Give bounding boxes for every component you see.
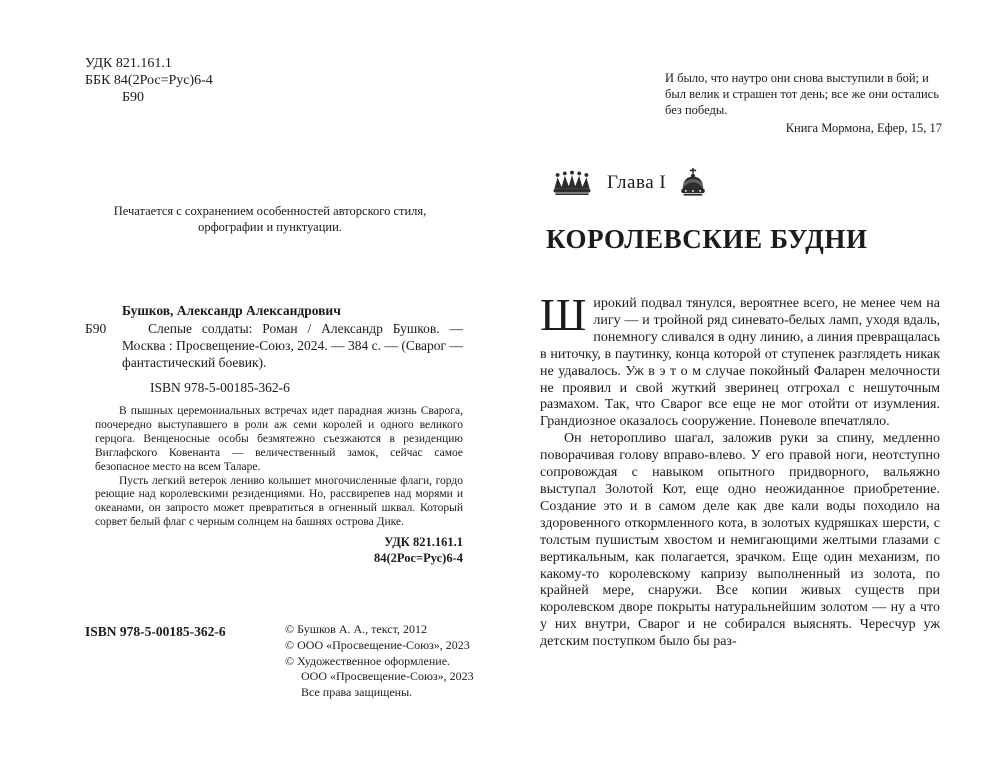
copyright-line: © Художественное оформление. [285,653,451,668]
copyright-line: © Бушков А. А., текст, 2012 [285,622,427,636]
udc-footer-udk: УДК 821.161.1 [384,535,463,549]
royal-crown-icon [677,168,709,198]
footer-isbn: ISBN 978-5-00185-362-6 [85,624,226,639]
annotation-paragraph-1: В пышных церемониальных встречах идет парадная жизнь Сварога, поочередно выступавшего в роли аж семи королей и одного великого герцога. Венценосные особы безмятежно съезжаются в резиденцию Виглафского Ковенанта — величественный замок, сейчас самое безопасное место на всем Таларе. [95,405,463,473]
coronet-icon [548,170,596,196]
bib-code: Б90 [85,321,107,336]
bibliographic-record [85,320,463,371]
udc-footer-block [263,534,463,566]
annotation-paragraph-2: Пусть легкий ветерок лениво колышет многочисленные флаги, гордо реющие над королевскими резиденциями. Но, рассвирепев над морями и океанами, он запросто может превратиться в огненный шквал. Который сорвет белый флаг с черным солнцем на башнях острова Дике. [95,474,463,529]
bib-citation: Слепые солдаты: Роман / Александр Бушков. — Москва : Просвещение-Союз, 2024. — 384 с. — (Сварог — фантастический боевик). [122,321,463,370]
udc-classification-block [85,55,213,106]
epigraph-attribution: Книга Мормона, Ефер, 15, 17 [785,120,942,135]
copyright-block [285,622,480,701]
bib-isbn: ISBN 978-5-00185-362-6 [150,380,290,395]
copyright-line: Все права защищены. [301,685,413,700]
annotation-block [95,405,463,530]
copyright-line: © ООО «Просвещение-Союз», 2023 [285,637,470,652]
epigraph-text: И было, что наутро они снова выступили в бой; и был велик и страшен тот день; все же они остались без победы. [665,71,939,118]
body-paragraph-2: Он неторопливо шагал, заложив руки за спину, медленно поворачивая голову вправо-влево. У его правой ноги, неотступно сопровождая с навыком опытного придворного, вальяжно выступал Золотой Кот, еще одно неожиданное приобретение. Создание это и в самом деле как две кали воды походило на здоровенного откормленного кота, в золотых кудряшках шерсти, с толстым пушистым хвостом и немигающими желтыми глазами с вертикальным, как полагается, зрачком. Еще один механизм, по какому-то королевскому капризу выполненный из золота, по крайней мере, снаружи. Все копии живых существ при королевском дворе покрыты натуральнейшим золотом — ну а что у них внутри, Сварог и не собирался выяснять. Чересчур уж детским поступком было бы раз- [540,431,940,650]
bbk-line: ББК 84(2Рос=Рус)6-4 [85,73,213,88]
publisher-notice: Печатается с сохранением особенностей авторского стиля, орфографии и пунктуации. [113,204,427,234]
chapter-title: КОРОЛЕВСКИЕ БУДНИ [546,224,868,254]
chapter-label: Глава I [607,172,667,193]
udk-line: УДК 821.161.1 [85,56,172,71]
drop-cap: Ш [540,289,587,340]
bib-author: Бушков, Александр Александрович [122,303,341,318]
copyright-line: ООО «Просвещение-Союз», 2023 [301,669,474,684]
chapter-body [540,289,940,651]
epigraph [665,70,942,136]
chapter-heading [548,168,709,198]
author-sign-code: Б90 [122,90,145,105]
udc-footer-bbk: 84(2Рос=Рус)6-4 [373,551,463,565]
body-paragraph-1-text: ирокий подвал тянулся, вероятнее всего, не менее чем на лигу — и тройной ряд синевато-белых ламп, уходя вдаль, понемногу сливался в одну линию, а линия превращалась в ниточку, в паутинку, конца которой от ступенек разглядеть никак не удавалось. Уж в э т о м случае покойный Фаларен мелочности не проявил и свой жуткий зверинец отгрохал с нешуточным размахом. Так, что Сварог все еще не мог отойти от изумления. Грандиозное оказалось сооружение. Поневоле впечатляло. [540,296,940,430]
body-paragraph-1 [540,289,940,431]
